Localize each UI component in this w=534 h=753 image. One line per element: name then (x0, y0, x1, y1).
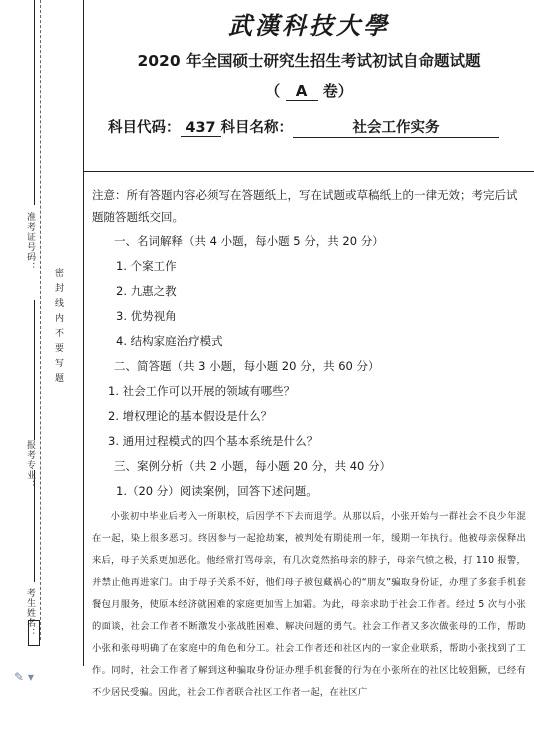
major-underline (34, 300, 35, 440)
subject-name: 社会工作实务 (293, 116, 499, 138)
exam-content (84, 172, 534, 753)
seal-notice-label: 密封线内不要写题 (53, 268, 63, 388)
section3-question1: 1.（20 分）阅读案例，回答下述问题。 (116, 484, 318, 498)
paper-prefix: （ (265, 82, 286, 100)
section1-item: 1. 个案工作 (116, 259, 177, 273)
exam-id-underline (34, 0, 35, 205)
school-name: 武漢科技大學 (228, 11, 390, 40)
exam-header (84, 0, 534, 172)
paper-type (84, 80, 534, 101)
exam-notice: 注意：所有答题内容必须写在答题纸上，写在试题或草稿纸上的一律无效；考完后试题随答题纸交回。 (92, 188, 518, 224)
section2-item: 1. 社会工作可以开展的领域有哪些？ (108, 384, 296, 398)
binding-strip (0, 0, 84, 666)
case-text: 小张初中毕业后考入一所职校，后因学不下去而退学。从那以后，小张开始与一群社会不良少年混在一起，染上很多恶习。终因参与一起抢劫案，被判处有期徒刑一年，缓期一年执行。他被母亲保释出来后，母子关系更加恶化。他经常打骂母亲，有几次竟然掐母亲的脖子，母亲气愤之极，打 110 报警，并禁止他再进家门。由于母子关系不好，他们母子被包藏祸心的“朋友”骗取身份证，办理了多套手机套餐包月服务，使原本经济就困难的家庭更加雪上加霜。为此，母亲求助于社会工作者。经过 5 次与小张的面谈，社会工作者不断激发小张战胜困难、解决问题的勇气。社会工作者又多次做张母的工作，帮助小张和张母明确了在家庭中的角色和分工。社会工作者还和社区内的一家企业联系，帮助小张找到了工作。同时，社会工作者了解到这种骗取身份证办理手机套餐的行为在小张所在的社区比较猖獗，已经有不少居民受骗。因此，社会工作者联合社区工作者一起，在社区广 (92, 511, 526, 698)
paper-suffix: 卷） (317, 82, 353, 100)
paper-type-value: A (286, 82, 318, 101)
section1-item: 4. 结构家庭治疗模式 (116, 334, 223, 348)
name-label: 考生姓名： (25, 588, 35, 638)
section2-item: 3. 通用过程模式的四个基本系统是什么？ (108, 434, 319, 448)
edit-mode-icon[interactable]: ✎ ▾ (14, 670, 34, 684)
section1-item: 2. 九惠之教 (116, 284, 177, 298)
section1-item: 3. 优势视角 (116, 309, 177, 323)
subject-name-label: 科目名称： (220, 120, 293, 136)
section3-heading: 三、案例分析（共 2 小题，每小题 20 分，共 40 分） (114, 459, 392, 473)
subject-code: 437 (181, 120, 221, 137)
seal-dashed-line (40, 0, 41, 640)
section2-heading: 二、简答题（共 3 小题，每小题 20 分，共 60 分） (114, 359, 380, 373)
section1-heading: 一、名词解释（共 4 小题，每小题 5 分，共 20 分） (114, 234, 384, 248)
subject-line (108, 116, 499, 138)
subject-code-label: 科目代码： (108, 120, 181, 136)
exam-id-label: 准考证号码： (25, 212, 35, 272)
exam-title: 2020 年全国硕士研究生招生考试初试自命题试题 (137, 52, 481, 70)
binding-mark (28, 620, 40, 646)
major-label: 报考专业： (25, 440, 35, 490)
section2-item: 2. 增权理论的基本假设是什么？ (108, 409, 273, 423)
